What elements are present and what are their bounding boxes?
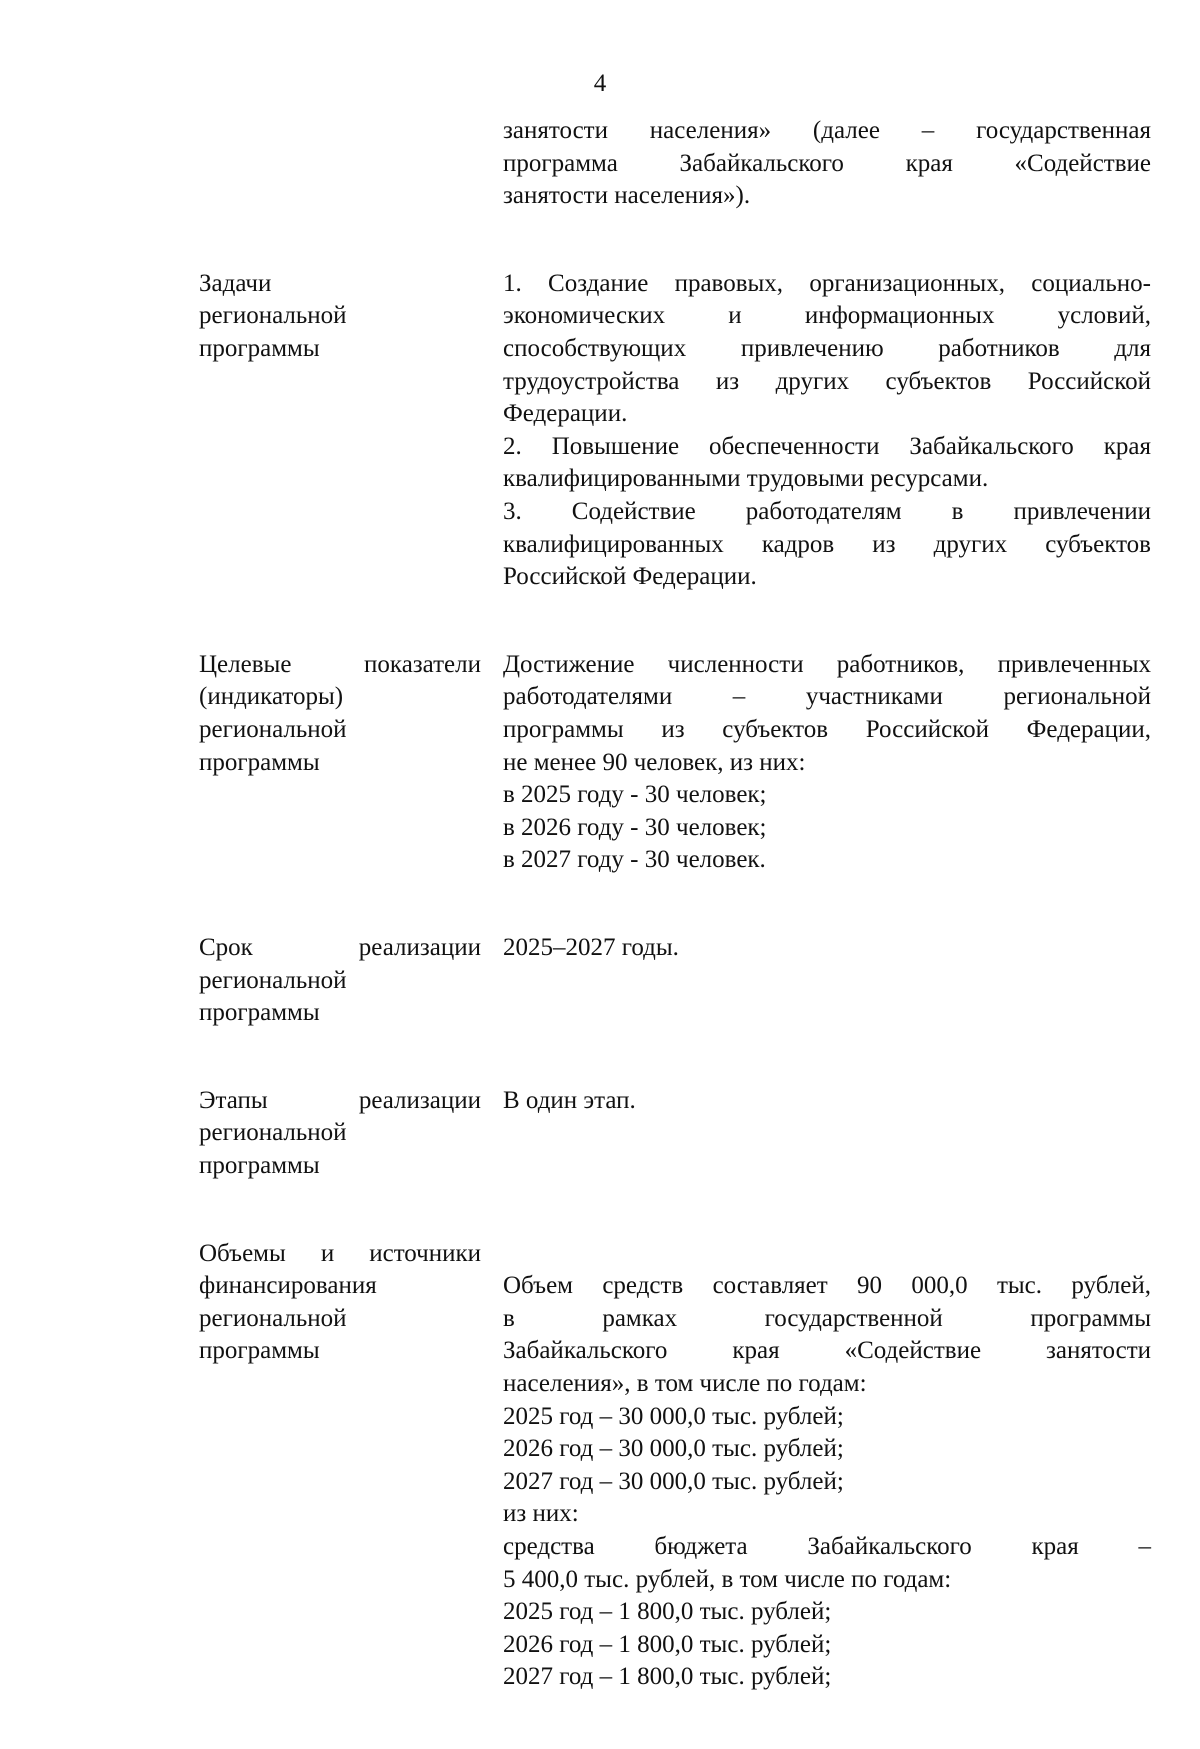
content-line: 2025–2027 годы. (503, 933, 679, 961)
content-line: 5 400,0 тыс. рублей, в том числе по годам: (503, 1565, 952, 1593)
content-line: в рамках государственной программы (503, 1304, 1151, 1332)
page-number: 4 (593, 70, 607, 97)
content-line: программа Забайкальского края «Содействие (503, 149, 1151, 177)
content-line: занятости населения» (далее – государственная (503, 117, 1151, 144)
row-content (503, 932, 1151, 965)
label-line: Задачи (199, 269, 272, 297)
row-content (503, 649, 1151, 877)
content-line: работодателями – участниками региональной (503, 683, 1151, 711)
row-target-indicators (0, 649, 1200, 932)
label-line: Целевые показатели (199, 650, 481, 678)
content-line: 2027 год – 1 800,0 тыс. рублей; (503, 1663, 832, 1691)
content-line: квалифицированных кадров из других субъектов (503, 530, 1151, 558)
content-line: в 2025 году - 30 человек; (503, 781, 767, 809)
content-line: из них: (503, 1500, 579, 1528)
content-line (503, 1238, 1151, 1271)
row-program-continuation (0, 115, 1200, 268)
row-implementation-period (0, 932, 1200, 1085)
label-line: программы (199, 748, 320, 776)
label-line: программы (199, 1337, 320, 1365)
content-line: населения», в том числе по годам: (503, 1369, 867, 1397)
content-line: не менее 90 человек, из них: (503, 748, 806, 776)
content-line: 2026 год – 30 000,0 тыс. рублей; (503, 1435, 844, 1463)
label-line: региональной (199, 1119, 347, 1147)
content-line: трудоустройства из других субъектов Российской (503, 367, 1151, 395)
content-line: Российской Федерации. (503, 563, 757, 591)
content-line: Забайкальского края «Содействие занятости (503, 1337, 1151, 1365)
content-line: программы из субъектов Российской Федерации, (503, 715, 1151, 743)
content-line: В один этап. (503, 1086, 636, 1114)
label-line: Срок реализации (199, 933, 481, 961)
label-line: программы (199, 334, 320, 362)
content-line: 2025 год – 30 000,0 тыс. рублей; (503, 1402, 844, 1430)
row-tasks (0, 268, 1200, 649)
row-funding (0, 1238, 1200, 1749)
content-line: 1. Создание правовых, организационных, социально- (503, 269, 1151, 297)
label-line: программы (199, 999, 320, 1027)
row-label (199, 1085, 481, 1183)
content-line: средства бюджета Забайкальского края – (503, 1532, 1151, 1560)
passport-table (0, 115, 1200, 1749)
content-line: способствующих привлечению работников для (503, 334, 1151, 362)
label-line: региональной (199, 966, 347, 994)
label-line: региональной (199, 302, 347, 330)
content-line: 3. Содействие работодателям в привлечении (503, 497, 1151, 525)
row-implementation-stages (0, 1085, 1200, 1238)
label-line: (индикаторы) (199, 683, 344, 711)
row-content (503, 1085, 1151, 1118)
content-line: 2. Повышение обеспеченности Забайкальского края (503, 432, 1151, 460)
row-content (503, 1238, 1151, 1694)
content-line: Объем средств составляет 90 000,0 тыс. рублей, (503, 1272, 1151, 1300)
row-content (503, 115, 1151, 213)
content-line: 2026 год – 1 800,0 тыс. рублей; (503, 1630, 832, 1658)
label-line: Этапы реализации (199, 1086, 481, 1114)
row-label (199, 268, 481, 366)
label-line: финансирования (199, 1272, 377, 1300)
content-line: занятости населения»). (503, 182, 751, 210)
row-label (199, 932, 481, 1030)
label-line: региональной (199, 715, 347, 743)
label-line: Объемы и источники (199, 1239, 481, 1267)
content-line: экономических и информационных условий, (503, 302, 1151, 330)
content-line: квалифицированными трудовыми ресурсами. (503, 465, 989, 493)
content-line: в 2026 году - 30 человек; (503, 813, 767, 841)
content-line: 2027 год – 30 000,0 тыс. рублей; (503, 1467, 844, 1495)
row-content (503, 268, 1151, 594)
label-line: программы (199, 1151, 320, 1179)
content-line: Достижение численности работников, привлеченных (503, 650, 1151, 678)
label-line: региональной (199, 1304, 347, 1332)
content-line: Федерации. (503, 400, 628, 428)
row-label (199, 649, 481, 779)
content-line: в 2027 году - 30 человек. (503, 846, 766, 874)
row-label (199, 1238, 481, 1368)
content-line: 2025 год – 1 800,0 тыс. рублей; (503, 1598, 832, 1626)
